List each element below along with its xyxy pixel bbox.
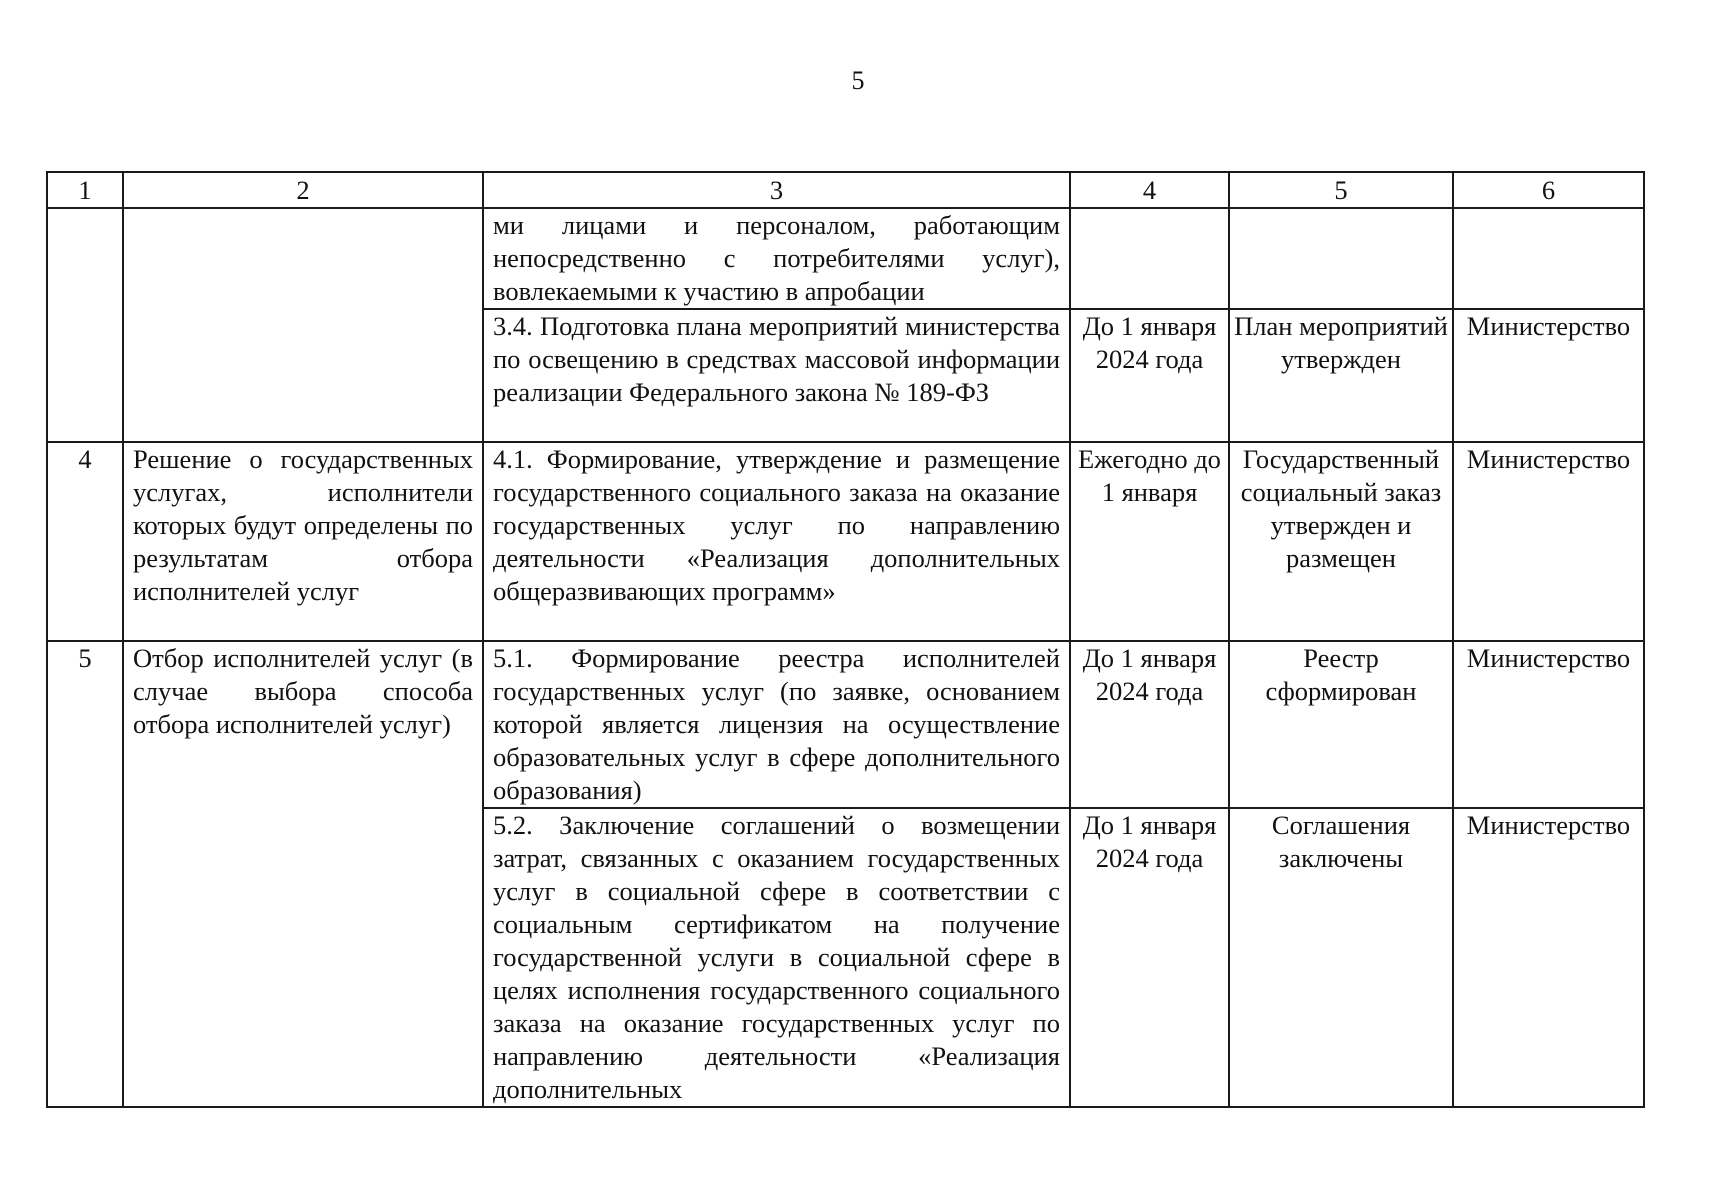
table-row	[47, 309, 1644, 442]
column-header: 3	[483, 172, 1070, 208]
column-header: 1	[47, 172, 123, 208]
activity-cell: 5.1. Формирование реестра исполнителей государственных услуг (по заявке, основанием которой является лицензия на осуществление образовательных услуг в сфере дополнительного образования)	[483, 641, 1070, 808]
plan-table	[46, 171, 1645, 1108]
responsible-cell	[1453, 208, 1644, 309]
result-cell: Государственный социальный заказ утвержден и размещен	[1229, 442, 1453, 641]
responsible-cell: Министерство	[1453, 808, 1644, 1107]
table-row	[47, 442, 1644, 641]
deadline-cell: До 1 января 2024 года	[1070, 808, 1229, 1107]
responsible-cell: Министерство	[1453, 442, 1644, 641]
stage-cell	[123, 808, 483, 1107]
row-number-cell: 5	[47, 641, 123, 808]
table-header-row	[47, 172, 1644, 208]
table-row	[47, 808, 1644, 1107]
row-number-cell: 4	[47, 442, 123, 641]
table-row	[47, 641, 1644, 808]
result-cell: Реестр сформирован	[1229, 641, 1453, 808]
deadline-cell: До 1 января 2024 года	[1070, 641, 1229, 808]
deadline-cell	[1070, 208, 1229, 309]
activity-cell: 3.4. Подготовка плана мероприятий министерства по освещению в средствах массовой информации реализации Федерального закона № 189-ФЗ	[483, 309, 1070, 442]
row-number-cell	[47, 808, 123, 1107]
stage-cell	[123, 309, 483, 442]
result-cell: План мероприятий утвержден	[1229, 309, 1453, 442]
result-cell: Соглашения заключены	[1229, 808, 1453, 1107]
stage-cell: Решение о государственных услугах, исполнители которых будут определены по результатам отбора исполнителей услуг	[123, 442, 483, 641]
stage-cell: Отбор исполнителей услуг (в случае выбора способа отбора исполнителей услуг)	[123, 641, 483, 808]
page-number: 5	[851, 66, 865, 95]
activity-cell: 4.1. Формирование, утверждение и размещение государственного социального заказа на оказание государственных услуг по направлению деятельности «Реализация дополнительных общеразвивающих программ»	[483, 442, 1070, 641]
column-header: 2	[123, 172, 483, 208]
deadline-cell: Ежегодно до 1 января	[1070, 442, 1229, 641]
stage-cell	[123, 208, 483, 309]
column-header: 6	[1453, 172, 1644, 208]
activity-cell: 5.2. Заключение соглашений о возмещении затрат, связанных с оказанием государственных услуг в социальной сфере в соответствии с социальным сертификатом на получение государственной услуги в социальной сфере в целях исполнения государственного социального заказа на оказание государственных услуг по направлению деятельности «Реализация дополнительных	[483, 808, 1070, 1107]
result-cell	[1229, 208, 1453, 309]
responsible-cell: Министерство	[1453, 641, 1644, 808]
column-header: 4	[1070, 172, 1229, 208]
activity-cell: ми лицами и персоналом, работающим непосредственно с потребителями услуг), вовлекаемыми к участию в апробации	[483, 208, 1070, 309]
table-row	[47, 208, 1644, 309]
row-number-cell	[47, 309, 123, 442]
row-number-cell	[47, 208, 123, 309]
responsible-cell: Министерство	[1453, 309, 1644, 442]
deadline-cell: До 1 января 2024 года	[1070, 309, 1229, 442]
column-header: 5	[1229, 172, 1453, 208]
